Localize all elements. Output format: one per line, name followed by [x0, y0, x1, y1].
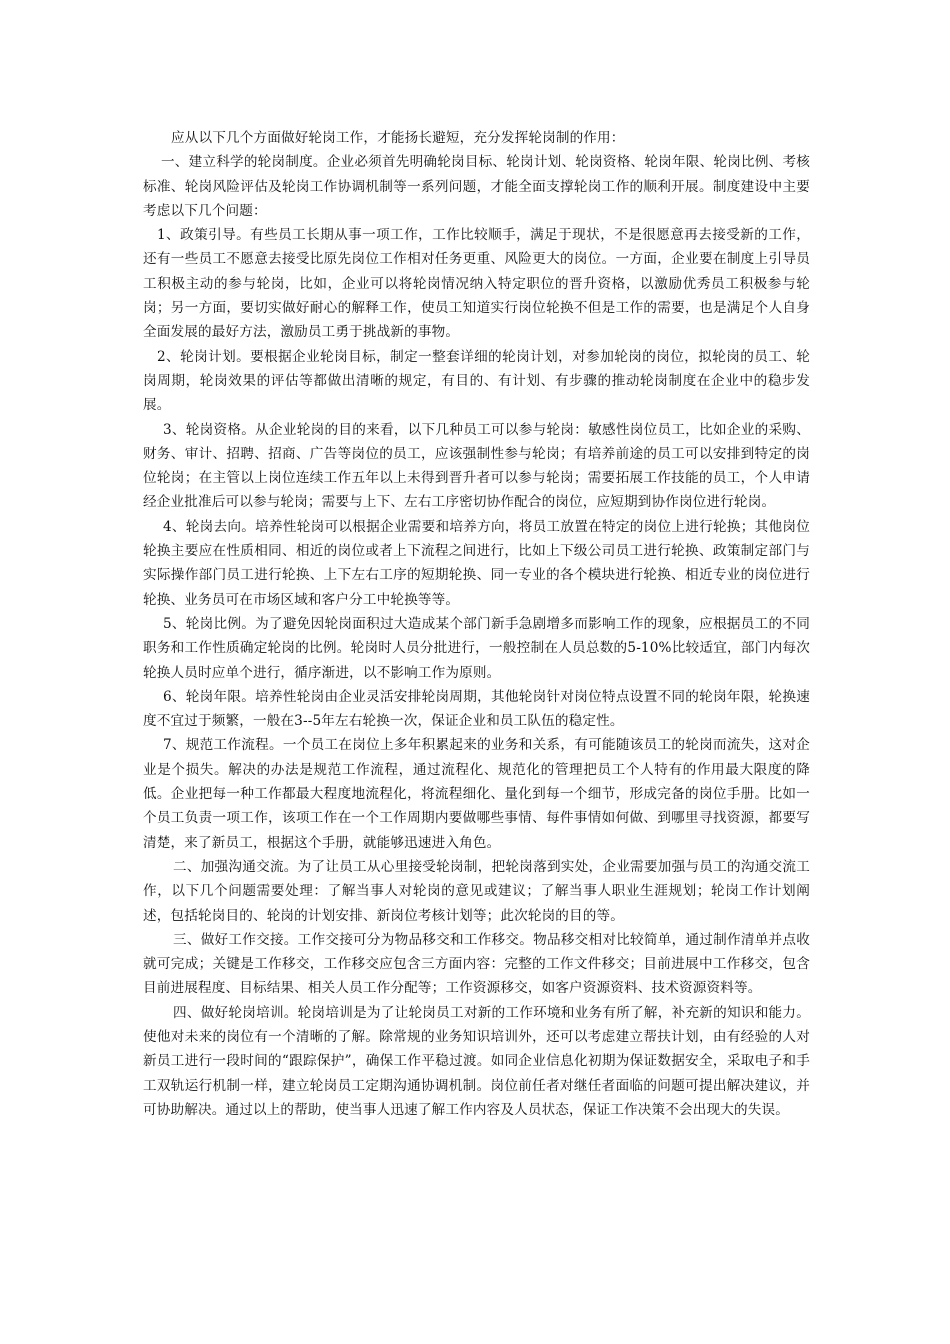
item-6-term-paragraph: 6、轮岗年限。培养性轮岗由企业灵活安排轮岗周期，其他轮岗针对岗位特点设置不同的轮岗年限，轮换速度不宜过于频繁，一般在3--5年左右轮换一次，保证企业和员工队伍的稳定性。: [143, 688, 810, 730]
item-5-ratio-paragraph: 5、轮岗比例。为了避免因轮岗面积过大造成某个部门新手急剧增多而影响工作的现象，应根据员工的不同职务和工作性质确定轮岗的比例。轮岗时人员分批进行，一般控制在人员总数的5-10%比较适宜，部门内每次轮换人员时应单个进行，循序渐进，以不影响工作为原则。: [143, 615, 810, 681]
item-3-qualification-paragraph: 3、轮岗资格。从企业轮岗的目的来看，以下几种员工可以参与轮岗：敏感性岗位员工，比如企业的采购、财务、审计、招聘、招商、广告等岗位的员工，应该强制性参与轮岗；有培养前途的员工可以安排到特定的岗位轮岗；在主管以上岗位连续工作五年以上未得到晋升者可以参与轮岗；需要拓展工作技能的员工，个人申请经企业批准后可以参与轮岗；需要与上下、左右工序密切协作配合的岗位，应短期到协作岗位进行轮岗。: [143, 421, 810, 511]
intro-paragraph: 应从以下几个方面做好轮岗工作，才能扬长避短，充分发挥轮岗制的作用：: [171, 130, 625, 146]
section-3-paragraph: 三、做好工作交接。工作交接可分为物品移交和工作移交。物品移交相对比较简单，通过制作清单并点收就可完成；关键是工作移交，工作移交应包含三方面内容：完整的工作文件移交；目前进展中工作移交，包含目前进展程度、目标结果、相关人员工作分配等；工作资源移交，如客户资源资料、技术资源资料等。: [143, 931, 810, 997]
item-4-direction-paragraph: 4、轮岗去向。培养性轮岗可以根据企业需要和培养方向，将员工放置在特定的岗位上进行轮换；其他岗位轮换主要应在性质相同、相近的岗位或者上下流程之间进行，比如上下级公司员工进行轮换、政策制定部门与实际操作部门员工进行轮换、上下左右工序的短期轮换、同一专业的各个模块进行轮换、相近专业的岗位进行轮换、业务员可在市场区域和客户分工中轮换等等。: [143, 518, 810, 608]
section-4-paragraph: 四、做好轮岗培训。轮岗培训是为了让轮岗员工对新的工作环境和业务有所了解，补充新的知识和能力。使他对未来的岗位有一个清晰的了解。除常规的业务知识培训外，还可以考虑建立帮扶计划，由有经验的人对新员工进行一段时间的“跟踪保护”，确保工作平稳过渡。如同企业信息化初期为保证数据安全，采取电子和手工双轨运行机制一样，建立轮岗员工定期沟通协调机制。岗位前任者对继任者面临的问题可提出解决建议，并可协助解决。通过以上的帮助，使当事人迅速了解工作内容及人员状态，保证工作决策不会出现大的失误。: [143, 1004, 810, 1118]
item-7-process-paragraph: 7、规范工作流程。一个员工在岗位上多年积累起来的业务和关系，有可能随该员工的轮岗而流失，这对企业是个损失。解决的办法是规范工作流程，通过流程化、规范化的管理把员工个人特有的作用最大限度的降低。企业把每一种工作都最大程度地流程化，将流程细化、量化到每一个细节，形成完备的岗位手册。比如一个员工负责一项工作，该项工作在一个工作周期内要做哪些事情、每件事情如何做、到哪里寻找资源，都要写清楚，来了新员工，根据这个手册，就能够迅速进入角色。: [143, 737, 810, 851]
item-2-plan-paragraph: 2、轮岗计划。要根据企业轮岗目标，制定一整套详细的轮岗计划，对参加轮岗的岗位，拟轮岗的员工、轮岗周期，轮岗效果的评估等都做出清晰的规定，有目的、有计划、有步骤的推动轮岗制度在企业中的稳步发展。: [143, 348, 810, 414]
section-1-paragraph: 一、建立科学的轮岗制度。企业必须首先明确轮岗目标、轮岗计划、轮岗资格、轮岗年限、轮岗比例、考核标准、轮岗风险评估及轮岗工作协调机制等一系列问题，才能全面支撑轮岗工作的顺利开展。制度建设中主要考虑以下几个问题：: [143, 154, 810, 219]
section-2-paragraph: 二、加强沟通交流。为了让员工从心里接受轮岗制，把轮岗落到实处，企业需要加强与员工的沟通交流工作，以下几个问题需要处理：了解当事人对轮岗的意见或建议；了解当事人职业生涯规划；轮岗工作计划阐述，包括轮岗目的、轮岗的计划安排、新岗位考核计划等；此次轮岗的目的等。: [143, 858, 810, 924]
item-1-policy-paragraph: 1、政策引导。有些员工长期从事一项工作，工作比较顺手，满足于现状，不是很愿意再去接受新的工作，还有一些员工不愿意去接受比原先岗位工作相对任务更重、风险更大的岗位。一方面，企业要在制度上引导员工积极主动的参与轮岗，比如，企业可以将轮岗情况纳入特定职位的晋升资格，以激励优秀员工积极参与轮岗；另一方面，要切实做好耐心的解释工作，使员工知道实行岗位轮换不但是工作的需要，也是满足个人自身全面发展的最好方法，激励员工勇于挑战新的事物。: [143, 227, 810, 341]
document-body: [143, 126, 810, 1122]
